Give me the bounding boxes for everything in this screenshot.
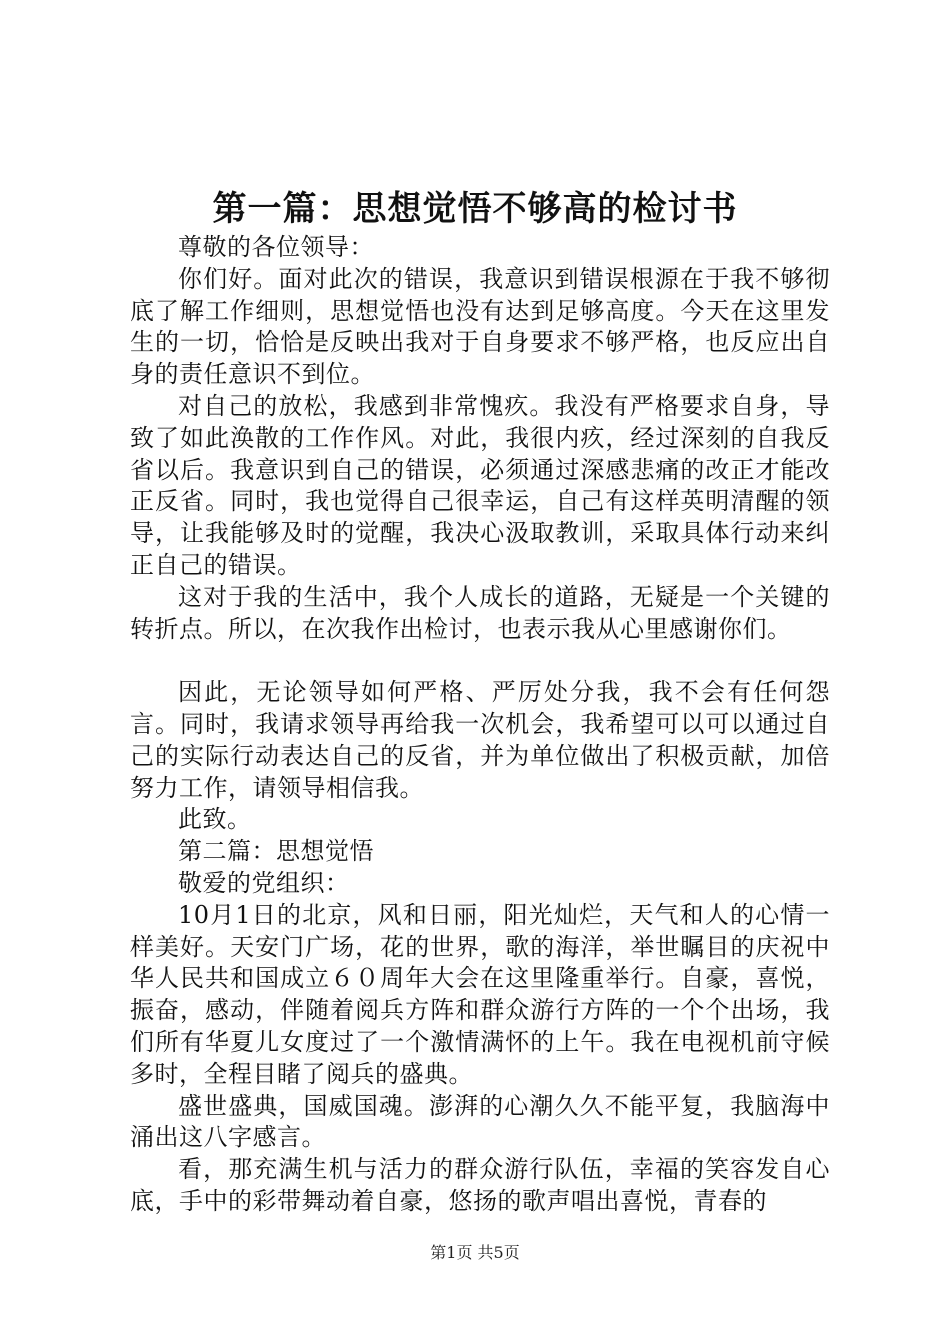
paragraph: 你们好。面对此次的错误，我意识到错误根源在于我不够彻底了解工作细则，思想觉悟也没有达到足够高度。今天在这里发生的一切，恰恰是反映出我对于自身要求不够严格，也反应出自身的责任意识不到位。: [130, 264, 830, 389]
paragraph: 因此，无论领导如何严格、严厉处分我，我不会有任何怨言。同时，我请求领导再给我一次机会，我希望可以可以通过自己的实际行动表达自己的反省，并为单位做出了积极贡献，加倍努力工作，请领导相信我。: [130, 678, 830, 802]
salutation: 尊敬的各位领导：: [178, 233, 374, 261]
paragraph: 这对于我的生活中，我个人成长的道路，无疑是一个关键的转折点。所以，在次我作出检讨，也表示我从心里感谢你们。: [130, 582, 830, 643]
closing: 此致。: [178, 805, 252, 834]
document-body: [130, 232, 830, 1218]
section-heading: 第二篇：思想觉悟: [178, 837, 374, 866]
document-title: 第一篇：思想觉悟不够高的检讨书: [212, 189, 738, 229]
blank-line: [130, 645, 830, 677]
paragraph: 10月1日的北京，风和日丽，阳光灿烂，天气和人的心情一样美好。天安门广场，花的世界，歌的海洋，举世瞩目的庆祝中华人民共和国成立６０周年大会在这里隆重举行。自豪，喜悦，振奋，感动，伴随着阅兵方阵和群众游行方阵的一个个出场，我们所有华夏儿女度过了一个激情满怀的上午。我在电视机前守候多时，全程目睹了阅兵的盛典。: [130, 900, 830, 1088]
paragraph: 对自己的放松，我感到非常愧疚。我没有严格要求自身，导致了如此涣散的工作作风。对此，我很内疚，经过深刻的自我反省以后。我意识到自己的错误，必须通过深感悲痛的改正才能改正反省。同时，我也觉得自己很幸运，自己有这样英明清醒的领导，让我能够及时的觉醒，我决心汲取教训，采取具体行动来纠正自己的错误。: [130, 391, 830, 579]
paragraph: 看，那充满生机与活力的群众游行队伍，幸福的笑容发自心底，手中的彩带舞动着自豪，悠扬的歌声唱出喜悦，青春的: [130, 1155, 830, 1215]
page-footer: 第1页 共5页: [430, 1243, 520, 1262]
paragraph: 盛世盛典，国威国魂。澎湃的心潮久久不能平复，我脑海中涌出这八字感言。: [130, 1091, 830, 1152]
salutation: 敬爱的党组织：: [178, 868, 350, 897]
